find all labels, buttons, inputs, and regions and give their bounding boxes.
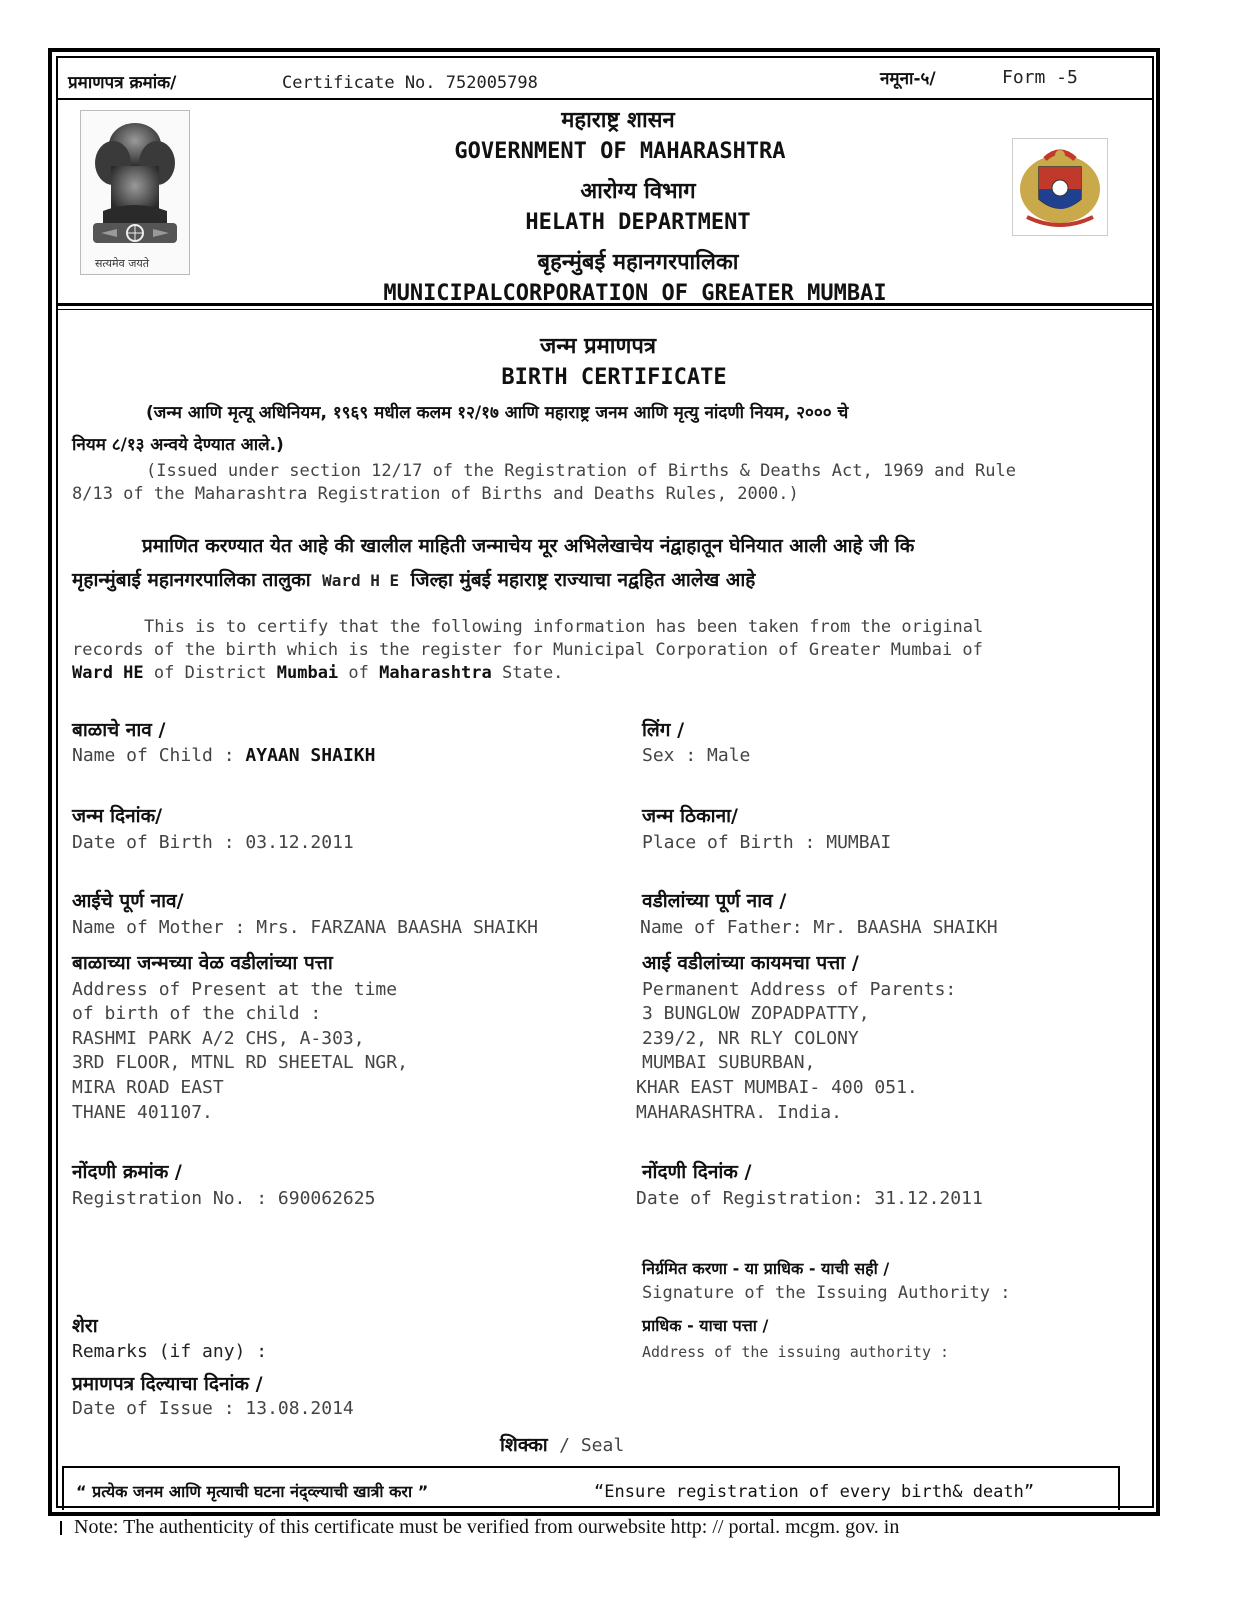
dept-title: HELATH DEPARTMENT [525, 210, 751, 235]
date-of-issue: Date of Issue : 13.08.2014 [72, 1398, 354, 1419]
perm-address-line-5: KHAR EAST MUMBAI- 400 051. [636, 1077, 918, 1098]
perm-address-line-6: MAHARASHTRA. India. [636, 1102, 842, 1123]
issue-date-label-mr: प्रमाणपत्र दिल्याचा दिनांक / [72, 1373, 263, 1395]
reg-no-label-mr: नोंदणी क्रमांक / [72, 1161, 182, 1183]
certify-mr-line2 [72, 566, 755, 592]
seal-label-mr: शिक्का [500, 1434, 548, 1456]
perm-address-label-mr: आई वडीलांच्या कायमचा पत्ता / [642, 952, 859, 974]
authenticity-note-text: Note: The authenticity of this certificate must be verified from ourwebsite http: // portal. mcgm. gov. in [74, 1516, 900, 1538]
birth-address-line-5: MIRA ROAD EAST [72, 1077, 224, 1098]
reg-date-label-mr: नोंदणी दिनांक / [642, 1161, 752, 1183]
perm-address-line-4: MUMBAI SUBURBAN, [642, 1052, 816, 1073]
perm-address-line-2: 3 BUNGLOW ZOPADPATTY, [642, 1003, 870, 1024]
certificate-no-label-mr: प्रमाणपत्र क्रमांक/ [68, 73, 177, 93]
child-name-label-mr: बाळाचे नाव / [72, 719, 166, 741]
place-of-birth: Place of Birth : MUMBAI [642, 832, 892, 853]
perm-address-line-3: 239/2, NR RLY COLONY [642, 1028, 859, 1049]
form-label-mr: नमूना-५/ [880, 69, 936, 89]
certificate-title: BIRTH CERTIFICATE [501, 365, 727, 390]
certify-en-line3 [72, 663, 563, 683]
birth-address-line-2: of birth of the child : [72, 1003, 322, 1024]
father-label-mr: वडीलांच्या पूर्ण नाव / [642, 890, 787, 912]
remarks: Remarks (if any) : [72, 1341, 268, 1362]
district-name: Mumbai [276, 663, 339, 683]
perm-address-line-1: Permanent Address of Parents: [642, 979, 957, 1000]
birth-address-label-mr: बाळाच्या जन्मच्या वेळ वडीलांच्या पत्ता [72, 952, 333, 974]
intro-mr-line1: (जन्म आणि मृत्यू अधिनियम, १९६९ मधील कलम १२/१७ आणि महाराष्ट्र जनम आणि मृत्यु नांदणी नियम, २००० चे [146, 403, 849, 423]
authority-address: Address of the issuing authority : [642, 1343, 950, 1361]
certificate-no: Certificate No. 752005798 [282, 73, 538, 93]
note-marker [60, 1521, 62, 1535]
birth-address-line-3: RASHMI PARK A/2 CHS, A-303, [72, 1028, 365, 1049]
birth-address-line-1: Address of Present at the time [72, 979, 398, 1000]
corp-title: MUNICIPALCORPORATION OF GREATER MUMBAI [383, 281, 887, 306]
date-of-birth: Date of Birth : 03.12.2011 [72, 832, 354, 853]
authority-address-label-mr: प्राधिक - याचा पत्ता / [642, 1316, 769, 1335]
registration-date: Date of Registration: 31.12.2011 [636, 1188, 983, 1209]
ward-name: Ward HE [72, 663, 144, 683]
certify-mr-line2-b: जिल्हा मुंबई महाराष्ट्र राज्याचा नद्वहित आलेख आहे [410, 569, 756, 591]
certify-mr-ward: Ward H E [322, 571, 400, 590]
authenticity-note [60, 1516, 899, 1539]
child-name-value: AYAAN SHAIKH [245, 745, 376, 766]
certify-en-line1: This is to certify that the following information has been taken from the original [144, 617, 984, 637]
gov-title-mr: महाराष्ट्र शासन [561, 108, 675, 133]
birth-address-line-4: 3RD FLOOR, MTNL RD SHEETAL NGR, [72, 1052, 408, 1073]
certify-mr-line1: प्रमाणित करण्यात येत आहे की खालील माहिती जन्माचेय मूर अभिलेखाचेय नंद्वाहातून घेनियात आली आहे जी कि [142, 535, 915, 557]
certify-mr-line2-a: मृहान्मुंबाई महानगरपालिका तालुका [72, 569, 311, 591]
pob-label-mr: जन्म ठिकाना/ [642, 805, 738, 827]
signature-label-mr: निर्ग्रमित करणा - या प्राधिक - याची सही / [642, 1259, 890, 1278]
gov-title: GOVERNMENT OF MAHARASHTRA [454, 139, 786, 164]
registration-number: Registration No. : 690062625 [72, 1188, 376, 1209]
dob-label-mr: जन्म दिनांक/ [72, 805, 163, 827]
child-name-field [72, 745, 375, 766]
sex-label-mr: लिंग / [642, 719, 685, 741]
signature-of-authority: Signature of the Issuing Authority : [642, 1283, 1011, 1303]
header-top-divider [58, 98, 1152, 100]
emblem-motto: सत्यमेव जयते [95, 257, 150, 270]
intro-en-line1: (Issued under section 12/17 of the Registration of Births & Deaths Act, 1969 and Rule [146, 461, 1016, 481]
dept-title-mr: आरोग्य विभाग [580, 179, 696, 204]
state-word: State. [502, 663, 564, 683]
intro-en-line2: 8/13 of the Maharashtra Registration of Births and Deaths Rules, 2000.) [72, 484, 799, 504]
certificate-title-mr: जन्म प्रमाणपत्र [539, 334, 657, 359]
of-district-text: of District [153, 663, 267, 683]
intro-mr-line2: नियम ८/१३ अन्वये देण्यात आले.) [72, 435, 284, 455]
header-bottom-divider-thin [58, 309, 1152, 310]
mother-name: Name of Mother : Mrs. FARZANA BAASHA SHAIKH [72, 917, 538, 938]
certify-en-line2: records of the birth which is the register for Municipal Corporation of Greater Mumbai of [72, 640, 983, 660]
seal-label-en: / Seal [559, 1435, 625, 1456]
slogan-en: “Ensure registration of every birth& death” [594, 1482, 1035, 1502]
slogan-mr: “ प्रत्येक जनम आणि मृत्याची घटना नंद्व्ल्याची खात्री करा ” [76, 1482, 429, 1501]
of-text: of [348, 663, 369, 683]
remarks-label-mr: शेरा [72, 1315, 98, 1337]
corp-title-mr: बृहन्मुंबई महानगरपालिका [537, 250, 739, 275]
sex: Sex : Male [642, 745, 751, 766]
form-number: Form -5 [1002, 67, 1078, 88]
state-name: Maharashtra [379, 663, 492, 683]
father-name: Name of Father: Mr. BAASHA SHAIKH [640, 917, 998, 938]
birth-address-line-6: THANE 401107. [72, 1102, 213, 1123]
mother-label-mr: आईचे पूर्ण नाव/ [72, 890, 184, 912]
child-name-label: Name of Child : [72, 745, 235, 766]
seal-label [500, 1431, 624, 1457]
